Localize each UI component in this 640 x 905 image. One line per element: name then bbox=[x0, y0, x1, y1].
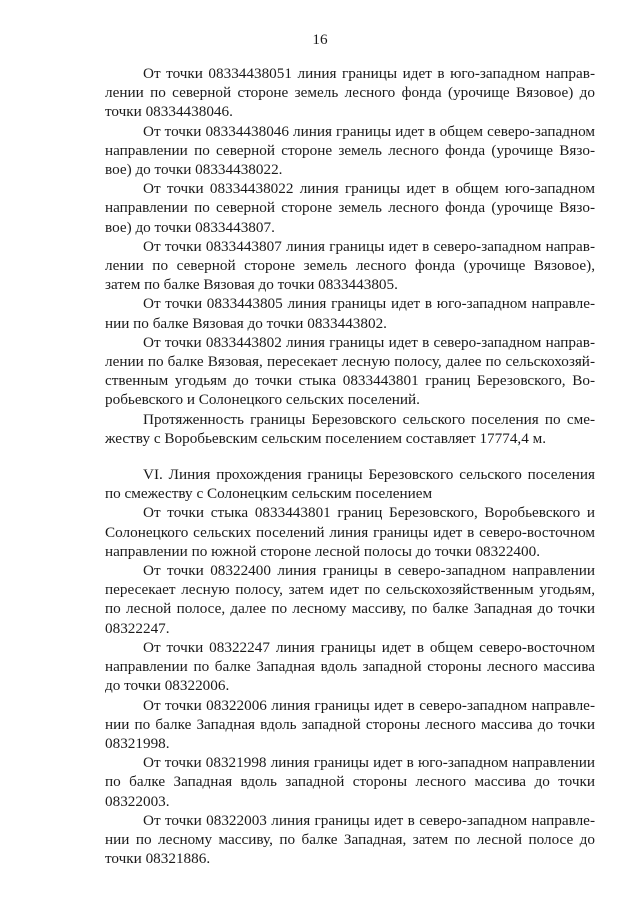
section-spacer bbox=[105, 448, 595, 465]
paragraph: От точки 08334438022 линия границы идет в общем юго-западном направлении по северной стороне земель лесного фонда (урочище Вязовое) до точки 0833443807. bbox=[105, 180, 595, 236]
paragraph: От точки 08322247 линия границы идет в общем северо-восточном направлении по балке Западная вдоль западной стороны лесного массива до точки 08322006. bbox=[105, 638, 595, 695]
paragraph: От точки 08334438051 линия границы идет в юго-западном направлении по северной стороне земель лесного фонда (урочище Вязовое) до точки 08334438046. bbox=[105, 65, 595, 121]
paragraph: От точки 08322006 линия границы идет в северо-западном направлении по балке Западная вдоль западной стороны лесного массива до точки 08321998. bbox=[105, 696, 595, 752]
paragraph: От точки 0833443802 линия границы идет в северо-западном направлении по балке Вязовая, пересекает лесную полосу, далее по сельскохозяйственным угодьям до точки стыка 0833443801 границ Березовского, Воробьевского и Солонецкого сельских поселений. bbox=[105, 333, 595, 409]
page-number: 16 bbox=[312, 31, 328, 48]
paragraph: От точки стыка 0833443801 границ Березовского, Воробьевского и Солонецкого сельских поселений линия границы идет в северо-восточном направлении по южной стороне лесной полосы до точки 08322400. bbox=[105, 504, 595, 560]
length-summary: Протяженность границы Березовского сельского поселения по смежеству с Воробьевским сельским поселением составляет 17774,4 м. bbox=[105, 410, 595, 447]
paragraph: От точки 0833443805 линия границы идет в юго-западном направлении по балке Вязовая до точки 0833443802. bbox=[105, 295, 595, 332]
paragraph: От точки 08334438046 линия границы идет в общем северо-западном направлении по северной стороне земель лесного фонда (урочище Вязовое) до точки 08334438022. bbox=[105, 122, 595, 179]
paragraph: От точки 08322400 линия границы в северо-западном направлении пересекает лесную полосу, затем идет по сельскохозяйственным угодьям, по лесной полосе, далее по лесному массиву, по балке Западная до точки 08322247. bbox=[105, 562, 595, 637]
paragraph: От точки 08322003 линия границы идет в северо-западном направлении по лесному массиву, по балке Западная, затем по лесной полосе до точки 08321886. bbox=[105, 811, 595, 868]
section-heading: VI. Линия прохождения границы Березовского сельского поселения по смежеству с Солонецким сельским поселением bbox=[105, 466, 595, 503]
document-body bbox=[105, 64, 595, 868]
paragraph: От точки 08321998 линия границы идет в юго-западном направлении по балке Западная вдоль западной стороны лесного массива до точки 08322003. bbox=[105, 754, 595, 810]
paragraph: От точки 0833443807 линия границы идет в северо-западном направлении по северной стороне земель лесного фонда (урочище Вязовое), затем по балке Вязовая до точки 0833443805. bbox=[105, 237, 595, 294]
